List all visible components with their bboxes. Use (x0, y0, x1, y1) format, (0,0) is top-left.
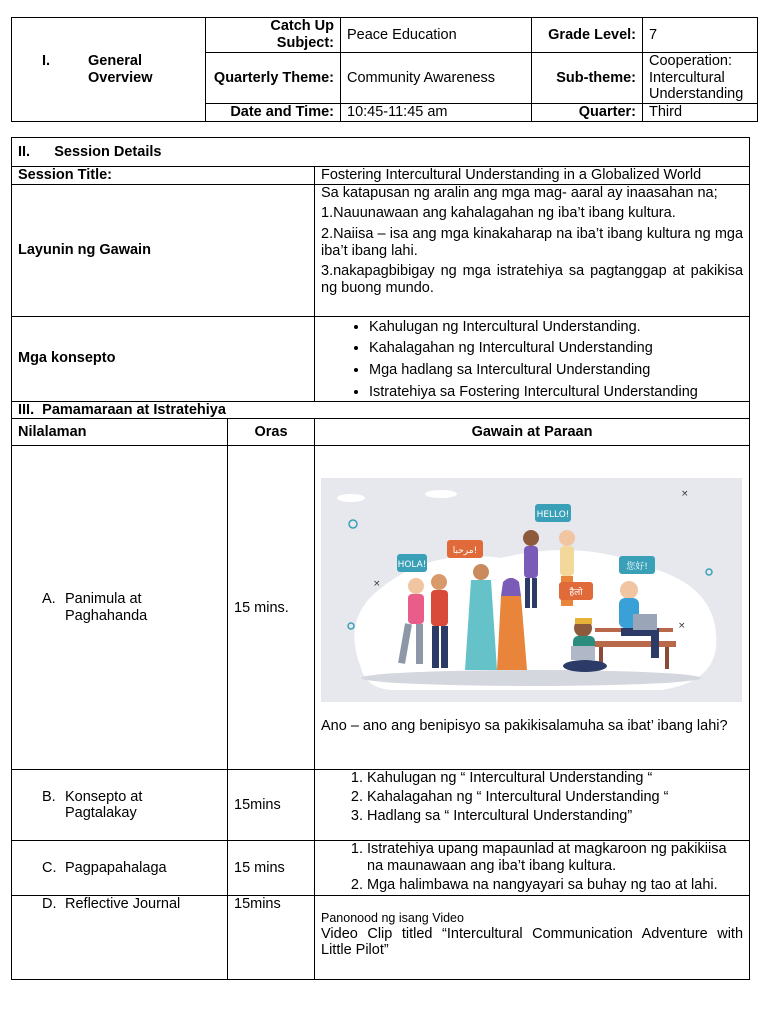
row-c-content (12, 841, 228, 896)
row-d-activity (315, 896, 750, 980)
concepts-cell (315, 316, 750, 401)
concept-item: • Kahulugan ng Intercultural Understanding. (369, 319, 743, 336)
procedure-header: III. Pamamaraan at Istratehiya (12, 401, 750, 419)
objectives-cell (315, 184, 750, 316)
quarter-label: Quarter: (532, 104, 643, 122)
bubble-hola: HOLA! (397, 560, 427, 571)
concept-item: • Istratehiya sa Fostering Intercultural Understanding (369, 384, 743, 401)
list-item: 2. Kahalagahan ng “ Intercultural Understanding “ (367, 789, 743, 806)
row-b-list (321, 770, 743, 824)
row-c-activity (315, 841, 750, 896)
session-title-label: Session Title: (12, 167, 315, 185)
row-letter: B. (42, 788, 56, 805)
svg-text:×: × (678, 621, 686, 632)
row-a-time: 15 mins. (228, 446, 315, 770)
row-c-list (321, 841, 743, 893)
row-content-label: Pagpapahalaga (65, 860, 167, 877)
general-overview-table (11, 17, 758, 122)
bubble-chinese: 您好! (626, 562, 648, 573)
svg-text:×: × (373, 579, 381, 590)
row-b-content (12, 770, 228, 841)
list-item: 2. Mga halimbawa na nangyayari sa buhay ng tao at lahi. (367, 877, 743, 894)
column-header-content: Nilalaman (12, 419, 228, 446)
grade-label: Grade Level: (532, 18, 643, 53)
row-letter: C. (42, 860, 57, 877)
bubble-marhaba: مرحبا! (452, 546, 478, 557)
row-a-content (12, 446, 228, 770)
list-item: 3. Hadlang sa “ Intercultural Understanding” (367, 808, 743, 825)
datetime-label: Date and Time: (206, 104, 341, 122)
column-header-activity: Gawain at Paraan (315, 419, 750, 446)
list-item: 1. Istratehiya upang mapaunlad at magkaroon ng pakikiisa na maunawaan ang iba’t ibang kultura. (367, 841, 743, 874)
concept-item: • Mga hadlang sa Intercultural Understanding (369, 362, 743, 379)
concept-item: • Kahalagahan ng Intercultural Understanding (369, 340, 743, 357)
row-content-label: Konsepto at Pagtalakay (65, 788, 143, 822)
session-title-value: Fostering Intercultural Understanding in a Globalized World (315, 167, 750, 185)
objective-item: 3.nakapagbibigay ng mga istratehiya sa pagtanggap at pakikisa ng buong mundo. (321, 263, 744, 297)
subject-value: Peace Education (341, 18, 532, 53)
intercultural-people-illustration (321, 478, 742, 702)
column-header-time: Oras (228, 419, 315, 446)
subtheme-value: Cooperation: Intercultural Understanding (643, 53, 758, 104)
datetime-value: 10:45-11:45 am (341, 104, 532, 122)
bubble-hello: HELLO! (536, 510, 570, 521)
objectives-label: Layunin ng Gawain (12, 184, 315, 316)
session-details-header: II. Session Details (12, 138, 750, 167)
row-content-label: Reflective Journal (65, 896, 181, 913)
row-b-time: 15mins (228, 770, 315, 841)
row-letter: A. (42, 591, 56, 608)
overview-section-number: I. (42, 52, 51, 69)
row-c-time: 15 mins (228, 841, 315, 896)
list-item: 1. Kahulugan ng “ Intercultural Understanding “ (367, 770, 743, 787)
theme-value: Community Awareness (341, 53, 532, 104)
row-letter: D. (42, 896, 57, 913)
row-content-label: Panimula at Paghahanda (65, 591, 148, 624)
overview-section-title: General Overview (88, 52, 153, 86)
row-d-text: Video Clip titled “Intercultural Communication Adventure with Little Pilot” (321, 925, 744, 959)
concepts-list (321, 319, 743, 401)
objectives-intro: Sa katapusan ng aralin ang mga mag- aaral ay inaasahan na; (321, 184, 718, 201)
session-table (11, 137, 750, 980)
overview-heading (12, 18, 206, 122)
objective-item: 1.Nauunawaan ang kahalagahan ng iba’t ibang kultura. (321, 205, 676, 222)
row-b-activity (315, 770, 750, 841)
subject-label: Catch Up Subject: (206, 18, 341, 53)
row-d-time: 15mins (228, 896, 315, 980)
quarter-value: Third (643, 104, 758, 122)
svg-text:×: × (681, 489, 689, 500)
bubble-hindi: हैलो (569, 588, 583, 599)
row-d-small-text: Panonood ng isang Video (321, 911, 464, 926)
objective-item: 2.Naiisa – isa ang mga kinakaharap na iba’t ibang kultura ng mga iba’t ibang lahi. (321, 226, 744, 259)
concepts-label: Mga konsepto (12, 316, 315, 401)
theme-label: Quarterly Theme: (206, 53, 341, 104)
subtheme-label: Sub-theme: (532, 53, 643, 104)
grade-value: 7 (643, 18, 758, 53)
row-d-content (12, 896, 228, 980)
row-a-activity (315, 446, 750, 770)
row-a-question: Ano – ano ang benipisyo sa pakikisalamuha sa ibat’ ibang lahi? (321, 718, 728, 735)
